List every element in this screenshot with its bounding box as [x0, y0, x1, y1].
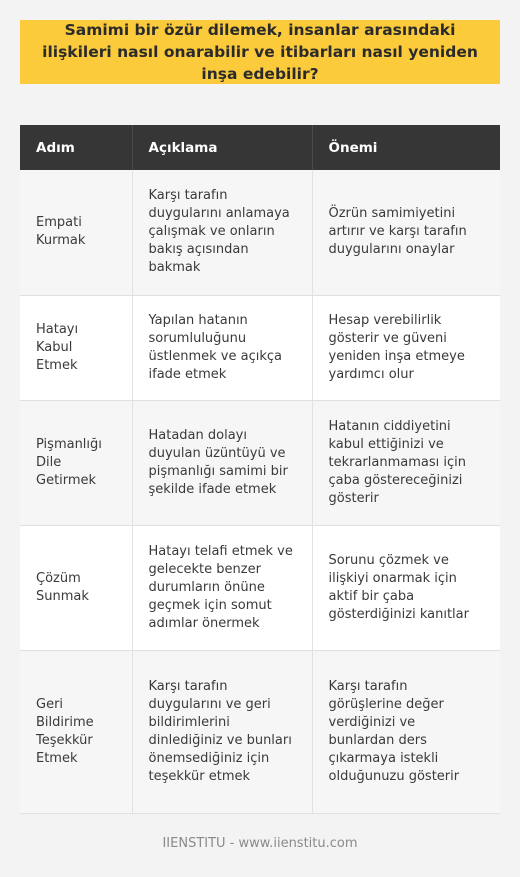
- cell-description: Yapılan hatanın sorumluluğunu üstlenmek ve açıkça ifade etmek: [132, 295, 312, 400]
- cell-step: Geri Bildirime Teşekkür Etmek: [20, 650, 132, 813]
- table-row: [20, 650, 500, 813]
- cell-step: Hatayı Kabul Etmek: [20, 295, 132, 400]
- cell-step: Çözüm Sunmak: [20, 525, 132, 650]
- cell-description: Hatadan dolayı duyulan üzüntüyü ve pişmanlığı samimi bir şekilde ifade etmek: [132, 400, 312, 525]
- cell-importance: Sorunu çözmek ve ilişkiyi onarmak için aktif bir çaba gösterdiğinizi kanıtlar: [312, 525, 500, 650]
- cell-importance: Özrün samimiyetini artırır ve karşı tarafın duygularını onaylar: [312, 170, 500, 295]
- header-description: Açıklama: [132, 125, 312, 170]
- table-header-row: [20, 125, 500, 170]
- header-importance: Önemi: [312, 125, 500, 170]
- table-row: [20, 295, 500, 400]
- table-row: [20, 400, 500, 525]
- cell-importance: Hesap verebilirlik gösterir ve güveni yeniden inşa etmeye yardımcı olur: [312, 295, 500, 400]
- footer-credit: IIENSTITU - www.iienstitu.com: [162, 836, 358, 851]
- table-row: [20, 525, 500, 650]
- cell-description: Karşı tarafın duygularını ve geri bildirimlerini dinlediğiniz ve bunları önemsediğiniz için teşekkür etmek: [132, 650, 312, 813]
- cell-importance: Karşı tarafın görüşlerine değer verdiğinizi ve bunlardan ders çıkarmaya istekli olduğunuzu gösterir: [312, 650, 500, 813]
- page-title: Samimi bir özür dilemek, insanlar arasındaki ilişkileri nasıl onarabilir ve itibarları nasıl yeniden inşa edebilir?: [42, 21, 478, 83]
- cell-description: Hatayı telafi etmek ve gelecekte benzer durumların önüne geçmek için somut adımlar önermek: [132, 525, 312, 650]
- cell-step: Pişmanlığı Dile Getirmek: [20, 400, 132, 525]
- apology-steps-table: [20, 125, 500, 814]
- header-step: Adım: [20, 125, 132, 170]
- cell-importance: Hatanın ciddiyetini kabul ettiğinizi ve tekrarlanmaması için çaba göstereceğinizi gösterir: [312, 400, 500, 525]
- cell-description: Karşı tarafın duygularını anlamaya çalışmak ve onların bakış açısından bakmak: [132, 170, 312, 295]
- title-banner: [20, 20, 500, 84]
- cell-step: Empati Kurmak: [20, 170, 132, 295]
- table-row: [20, 170, 500, 295]
